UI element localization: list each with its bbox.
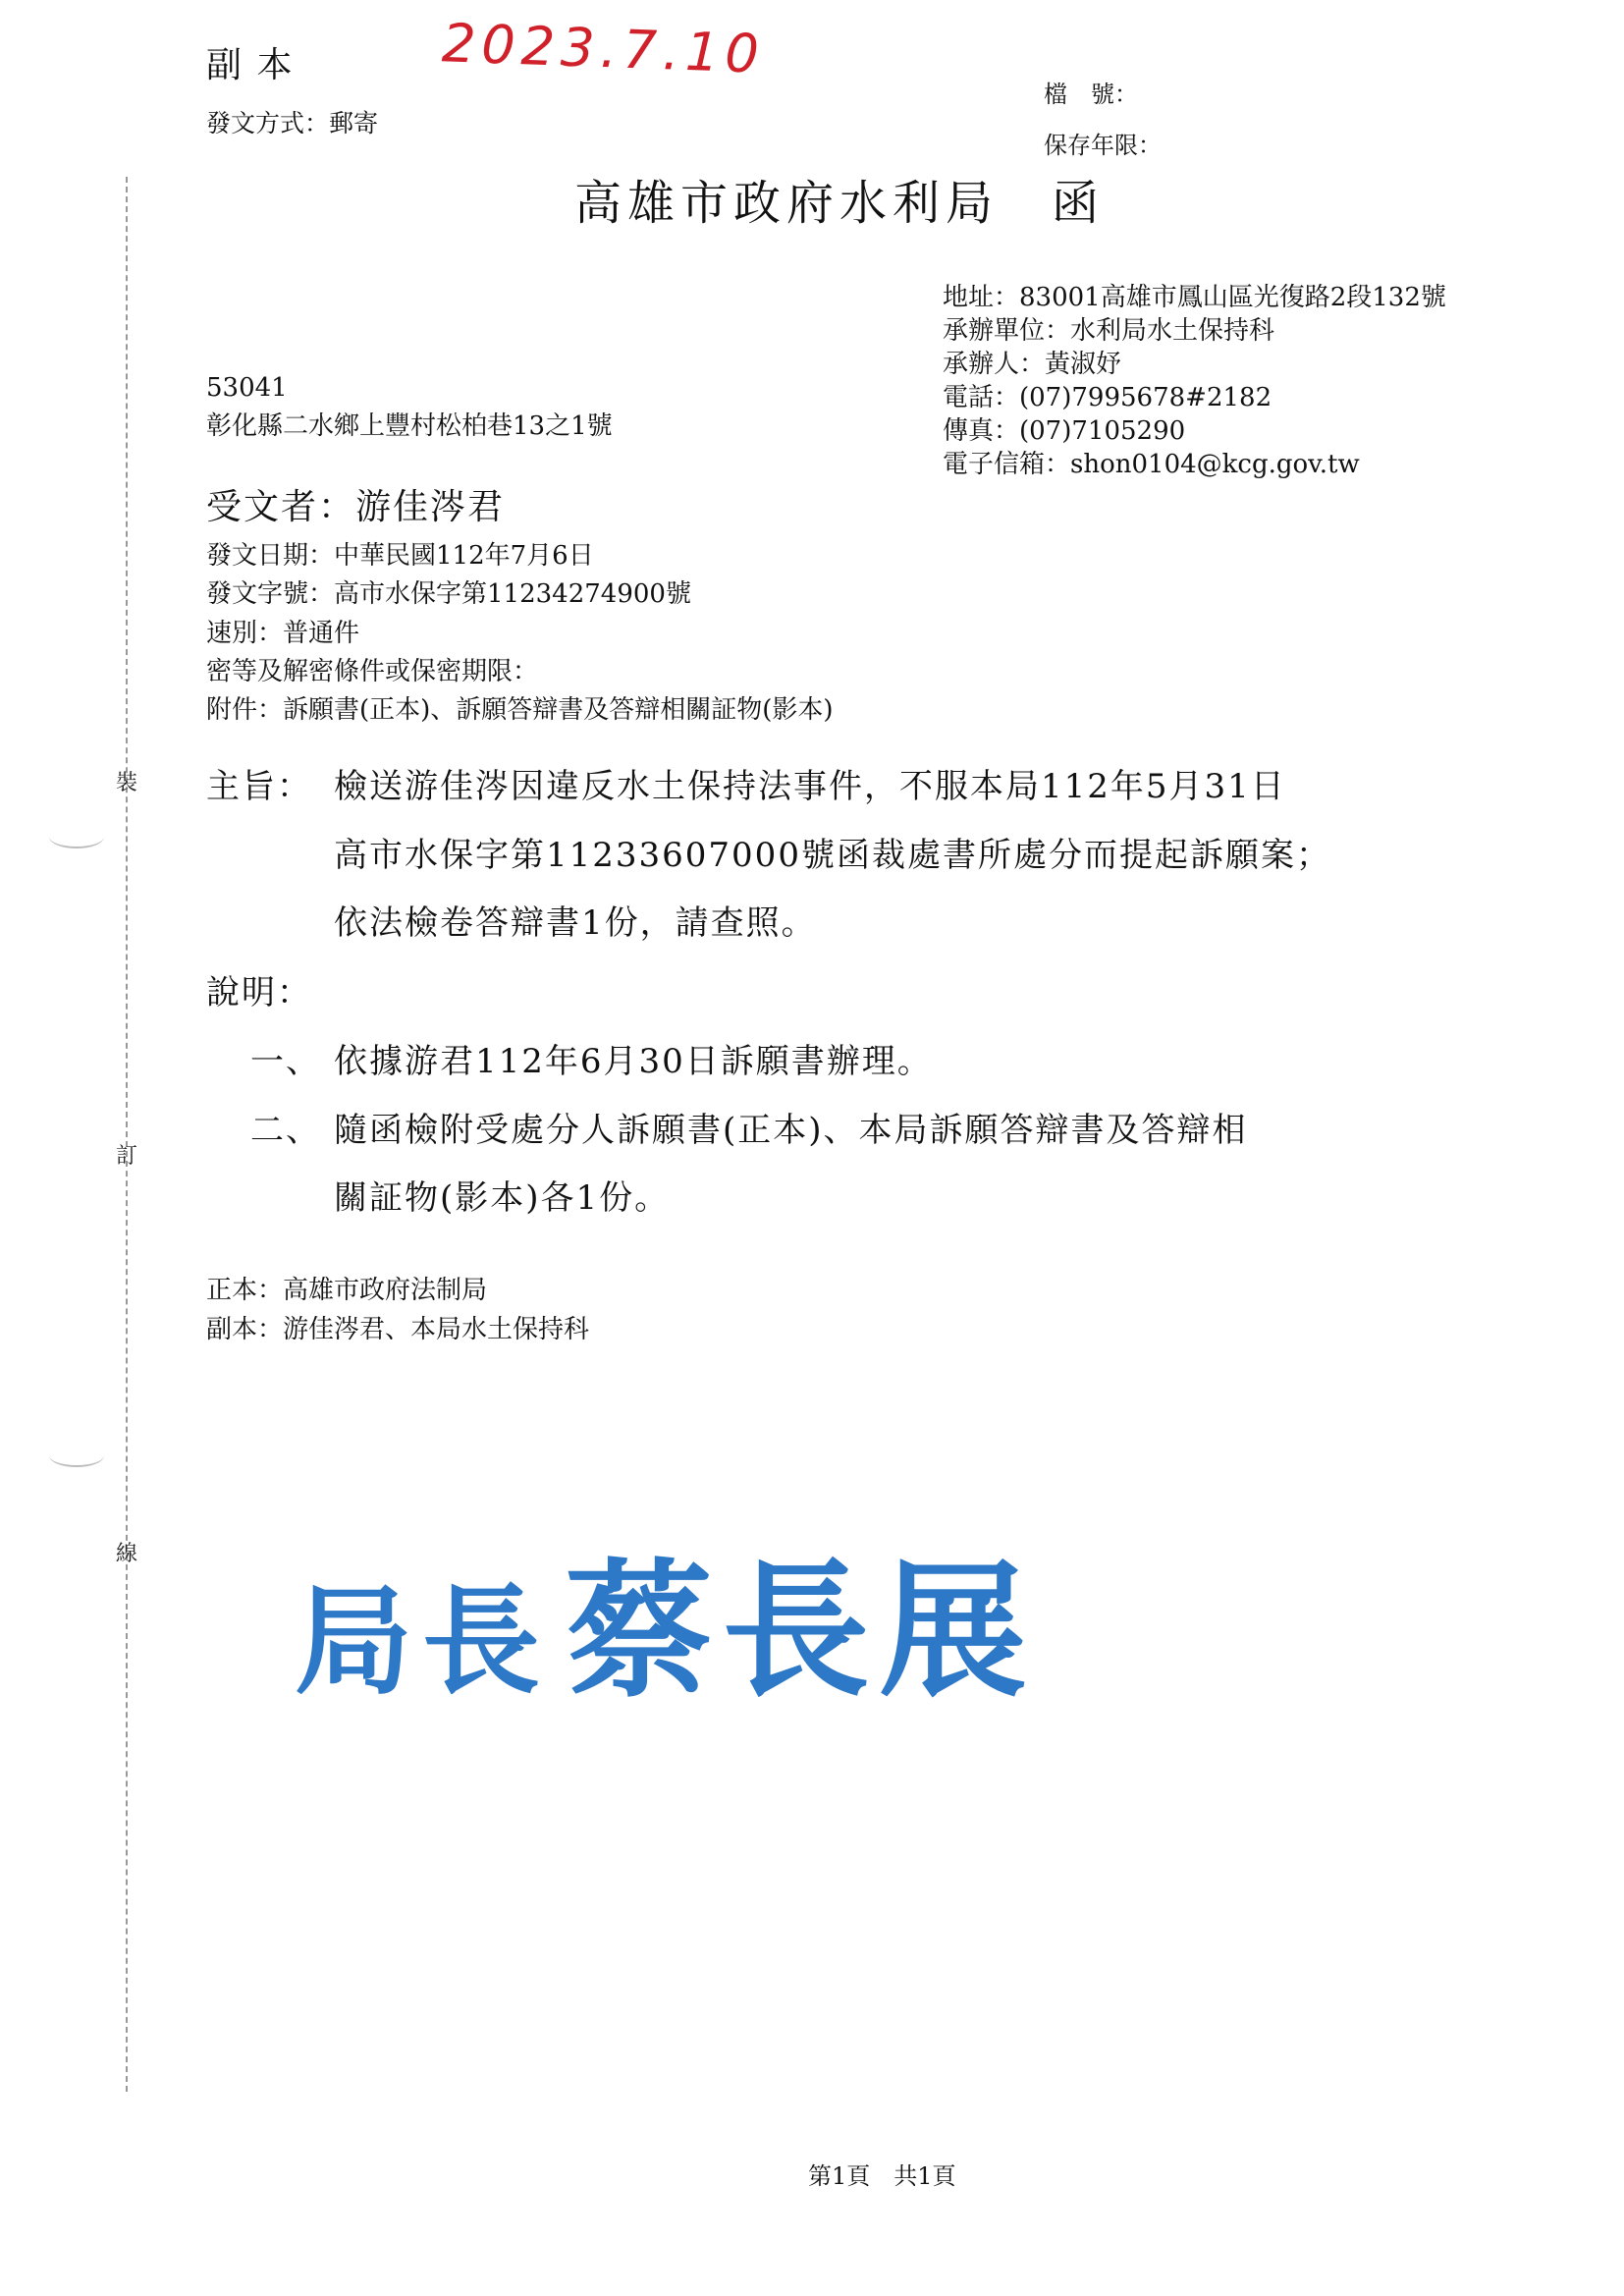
recipient-postal-code: 53041 (206, 373, 288, 403)
file-number-label: 檔 號： (1044, 81, 1138, 108)
subject-line: 依法檢卷答辯書1份，請查照。 (334, 903, 817, 943)
recipient-address: 彰化縣二水鄉上豐村松柏巷13之1號 (206, 411, 613, 441)
contact-unit: 承辦單位：水利局水土保持科 (943, 316, 1275, 346)
stamp-name: 蔡長展 (565, 1545, 1037, 1718)
distribution-original: 正本：高雄市政府法制局 (206, 1276, 488, 1305)
subject-label: 主旨： (206, 767, 312, 806)
explanation-item-number: 一、 (250, 1042, 321, 1081)
binding-line (126, 177, 128, 2092)
meta-date: 發文日期：中華民國112年7月6日 (206, 541, 594, 571)
binding-mark-ding: 訂 (116, 1144, 138, 1169)
director-seal-stamp (295, 1512, 1037, 1724)
retention-label: 保存年限： (1044, 132, 1162, 159)
explanation-label: 說明： (206, 973, 312, 1012)
document-title: 高雄市政府水利局 函 (574, 176, 1106, 231)
contact-fax: 傳真：(07)7105290 (943, 416, 1186, 446)
page-footer: 第1頁 共1頁 (808, 2162, 956, 2190)
copy-label: 副 本 (206, 45, 295, 85)
meta-speed: 速別：普通件 (206, 619, 360, 648)
contact-block (943, 277, 1446, 477)
meta-attachment: 附件：訴願書(正本)、訴願答辯書及答辯相關証物(影本) (206, 695, 834, 725)
explanation-item-line: 依據游君112年6月30日訴願書辦理。 (334, 1042, 933, 1081)
distribution-copies: 副本：游佳涔君、本局水土保持科 (206, 1315, 590, 1344)
punch-hole-mark (49, 1444, 104, 1467)
binding-mark-xian: 線 (116, 1542, 138, 1566)
contact-phone: 電話：(07)7995678#2182 (943, 383, 1272, 412)
subject-line: 檢送游佳涔因違反水土保持法事件，不服本局112年5月31日 (334, 767, 1286, 806)
handwritten-date: 2023.7.10 (441, 12, 766, 85)
explanation-item-line: 關証物(影本)各1份。 (334, 1178, 671, 1218)
punch-hole-mark (49, 825, 104, 848)
contact-address: 地址：83001高雄市鳳山區光復路2段132號 (943, 283, 1446, 312)
meta-secrecy: 密等及解密條件或保密期限： (206, 657, 539, 686)
stamp-title: 局長 (295, 1572, 550, 1711)
meta-doc-number: 發文字號：高市水保字第11234274900號 (206, 579, 691, 609)
dispatch-method: 發文方式：郵寄 (206, 109, 379, 137)
contact-handler: 承辦人：黃淑妤 (943, 350, 1122, 379)
binding-mark-zhuang: 裝 (116, 771, 138, 795)
contact-email: 電子信箱：shon0104@kcg.gov.tw (943, 450, 1360, 479)
recipient: 受文者：游佳涔君 (206, 487, 506, 527)
explanation-item-line: 隨函檢附受處分人訴願書(正本)、本局訴願答辯書及答辯相 (334, 1111, 1248, 1150)
subject-line: 高市水保字第11233607000號函裁處書所處分而提起訴願案； (334, 836, 1331, 875)
explanation-item-number: 二、 (250, 1111, 321, 1150)
